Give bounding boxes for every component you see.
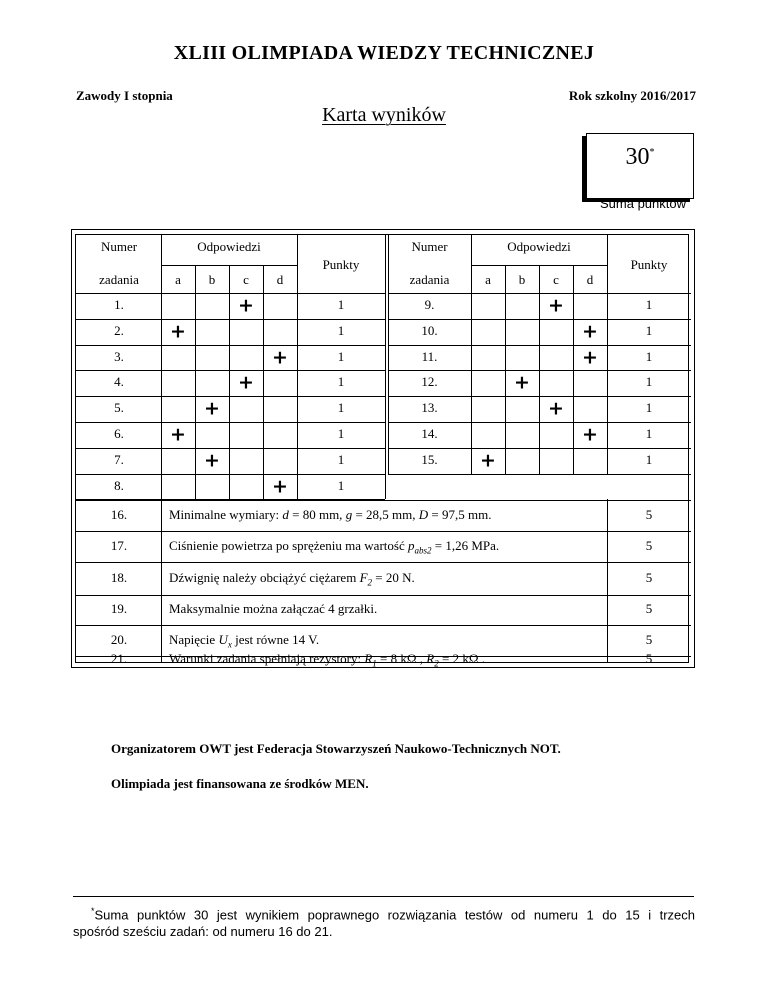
- footnote-text-1: Suma punktów 30 jest wynikiem poprawnego rozwiązania testów od numeru 1 do 15 i trzech: [94, 907, 695, 923]
- open-task-points: 5: [645, 631, 653, 647]
- open-task-number: 17.: [110, 537, 128, 553]
- answer-plus-icon: +: [272, 475, 288, 497]
- open-task-answer: Minimalne wymiary: d = 80 mm, g = 28,5 mm, D = 97,5 mm.: [169, 506, 492, 522]
- table-rule: [471, 234, 472, 474]
- funding-note: Olimpiada jest finansowana ze środków MEN.: [111, 776, 369, 791]
- task-number-left-2: 2.: [114, 323, 124, 338]
- math-subscript: 2: [367, 577, 373, 588]
- header-task-label: zadania: [99, 272, 139, 287]
- card-title-text: Karta wyników: [322, 104, 446, 126]
- header-number-label: Numer: [100, 239, 138, 254]
- ohm-icon: Ω: [468, 650, 479, 666]
- table-rule: [161, 234, 162, 499]
- header-points-label: Punkty: [630, 257, 668, 272]
- header-answers-label: Odpowiedzi: [507, 239, 571, 254]
- header-letter-c: c: [553, 272, 559, 287]
- footnote-line-1: [73, 903, 695, 923]
- table-rule: [75, 396, 385, 397]
- open-task-points: 5: [645, 601, 653, 616]
- answer-plus-icon: +: [170, 423, 186, 446]
- table-rule: [388, 422, 691, 423]
- open-task-points: 5: [645, 569, 653, 585]
- table-rule: [75, 293, 385, 294]
- table-rule: [75, 474, 385, 475]
- task-number-right-5: 13.: [421, 400, 438, 415]
- math-symbol: $F_2$: [359, 569, 373, 588]
- math-subscript: 1: [372, 658, 377, 669]
- open-task-answer: Warunki zadania spełniają rezystory: $R_1 = 8$ kΩ , $R_2 = 2$ kΩ .: [169, 650, 486, 669]
- math-subscript: 2: [434, 658, 439, 669]
- footnote-mark: *: [91, 906, 95, 916]
- math-subscript: abs2: [414, 545, 432, 556]
- task-points-right-7: 1: [645, 452, 653, 467]
- answer-plus-icon: +: [204, 449, 220, 472]
- table-rule: [195, 265, 196, 499]
- task-number-left-5: 5.: [114, 400, 124, 415]
- open-task-points: 5: [645, 506, 653, 522]
- header-letter-c: c: [243, 272, 249, 287]
- table-rule: [75, 448, 385, 449]
- task-points-left-1: 1: [337, 297, 345, 312]
- task-points-right-6: 1: [645, 426, 653, 441]
- table-rule: [385, 234, 386, 499]
- answer-plus-icon: +: [170, 320, 186, 343]
- table-rule: [607, 234, 608, 474]
- task-number-right-3: 11.: [421, 348, 438, 364]
- answer-plus-icon: +: [514, 371, 530, 394]
- task-number-left-7: 7.: [114, 452, 124, 467]
- task-number-left-4: 4.: [114, 374, 124, 389]
- answer-plus-icon: +: [582, 320, 598, 343]
- header-letter-a: a: [485, 272, 491, 287]
- school-year: Rok szkolny 2016/2017: [568, 88, 696, 103]
- table-rule: [388, 370, 691, 371]
- answer-plus-icon: +: [480, 449, 496, 472]
- header-answers-label: Odpowiedzi: [197, 239, 261, 254]
- task-points-right-2: 1: [645, 323, 653, 338]
- answer-plus-icon: +: [272, 346, 288, 368]
- math-symbol: d: [282, 506, 289, 522]
- task-points-left-3: 1: [337, 348, 345, 364]
- table-rule: [388, 234, 389, 474]
- task-number-left-6: 6.: [114, 426, 124, 441]
- task-number-right-1: 9.: [424, 297, 435, 312]
- task-number-left-1: 1.: [114, 297, 124, 312]
- score-footnote-mark: *: [649, 147, 655, 158]
- task-points-left-8: 1: [337, 477, 345, 493]
- results-table: [71, 229, 695, 668]
- header-task-label: zadania: [409, 272, 450, 287]
- score-total: [587, 144, 693, 171]
- open-task-points: 5: [645, 650, 653, 666]
- answer-plus-icon: +: [548, 397, 564, 420]
- table-rule: [75, 319, 385, 320]
- table-rule: [388, 474, 691, 475]
- answer-plus-icon: +: [204, 397, 220, 420]
- open-task-answer: Maksymalnie można załączać 4 grzałki.: [169, 601, 378, 616]
- task-number-right-7: 15.: [421, 452, 438, 467]
- table-rule: [388, 293, 691, 294]
- task-points-right-1: 1: [645, 297, 653, 312]
- table-rule: [75, 345, 385, 346]
- math-symbol: $p_{abs2}$: [407, 537, 432, 556]
- table-rule: [471, 265, 607, 266]
- footnote: [73, 903, 695, 940]
- task-number-left-3: 3.: [114, 348, 124, 364]
- score-total-label: Suma punktów: [600, 196, 686, 211]
- math-symbol: D: [418, 506, 429, 522]
- answer-plus-icon: +: [238, 294, 254, 317]
- header-letter-b: b: [518, 272, 526, 287]
- task-points-right-3: 1: [645, 348, 653, 364]
- task-points-left-5: 1: [337, 400, 345, 415]
- header-number-label: Numer: [411, 239, 448, 254]
- table-rule: [388, 448, 691, 449]
- math-subscript: x: [227, 639, 232, 650]
- footnote-divider: [73, 896, 694, 897]
- header-letter-a: a: [175, 272, 181, 287]
- header-letter-d: d: [276, 272, 284, 287]
- open-task-number: 18.: [110, 569, 128, 585]
- task-points-left-2: 1: [337, 323, 345, 338]
- open-task-answer: Dźwignię należy obciążyć ciężarem $F_2 = 20$ N.: [169, 569, 415, 588]
- footnote-line-2: spośród sześciu zadań: od numeru 16 do 21.: [73, 924, 333, 940]
- task-points-right-4: 1: [645, 374, 653, 389]
- table-rule: [607, 499, 608, 663]
- header-letter-d: d: [586, 272, 594, 287]
- table-rule: [161, 499, 162, 663]
- table-rule: [388, 319, 691, 320]
- table-rule: [297, 234, 298, 499]
- table-rule: [161, 265, 297, 266]
- table-rule: [388, 396, 691, 397]
- task-number-right-4: 12.: [421, 374, 438, 389]
- page-title: XLIII OLIMPIADA WIEDZY TECHNICZNEJ: [173, 42, 595, 64]
- task-points-left-7: 1: [337, 452, 345, 467]
- open-task-number: 20.: [110, 631, 128, 647]
- table-rule: [388, 345, 691, 346]
- open-task-answer: Ciśnienie powietrza po sprężeniu ma wartość $p_{abs2} = 1,26$ MPa.: [169, 537, 500, 556]
- task-number-left-8: 8.: [114, 477, 124, 493]
- task-points-left-6: 1: [337, 426, 345, 441]
- score-total-box: [586, 133, 694, 199]
- score-total-value: 30: [625, 144, 650, 170]
- answer-plus-icon: +: [582, 346, 598, 368]
- table-rule: [75, 370, 385, 371]
- task-points-left-4: 1: [337, 374, 345, 389]
- competition-stage: Zawody I stopnia: [76, 88, 173, 103]
- math-symbol: $R_1$: [364, 650, 377, 669]
- open-task-number: 16.: [110, 506, 128, 522]
- math-symbol: g: [345, 506, 353, 522]
- math-symbol: $R_2$: [426, 650, 439, 669]
- answer-plus-icon: +: [238, 371, 254, 394]
- task-points-right-5: 1: [645, 400, 653, 415]
- open-task-number: 19.: [110, 601, 128, 616]
- header-letter-b: b: [208, 272, 216, 287]
- ohm-icon: Ω: [406, 650, 417, 666]
- table-rule: [75, 562, 691, 563]
- table-rule: [263, 265, 264, 499]
- task-number-right-6: 14.: [421, 426, 438, 441]
- card-title: [0, 104, 768, 127]
- table-rule: [75, 531, 691, 532]
- open-task-points: 5: [645, 537, 653, 553]
- header-points-label: Punkty: [322, 257, 360, 272]
- table-rule: [229, 265, 230, 499]
- table-rule: [75, 595, 691, 596]
- answer-plus-icon: +: [582, 423, 598, 446]
- organizer-note: Organizatorem OWT jest Federacja Stowarzyszeń Naukowo-Technicznych NOT.: [111, 741, 561, 756]
- table-rule: [75, 500, 691, 501]
- table-rule: [75, 625, 691, 626]
- math-symbol: $U_x$: [218, 631, 232, 650]
- answer-plus-icon: +: [548, 294, 564, 317]
- task-number-right-2: 10.: [421, 323, 438, 338]
- table-rule: [75, 422, 385, 423]
- open-task-number: 21.: [110, 650, 128, 666]
- open-task-answer: Napięcie $U_x$ jest równe 14 V.: [169, 631, 320, 650]
